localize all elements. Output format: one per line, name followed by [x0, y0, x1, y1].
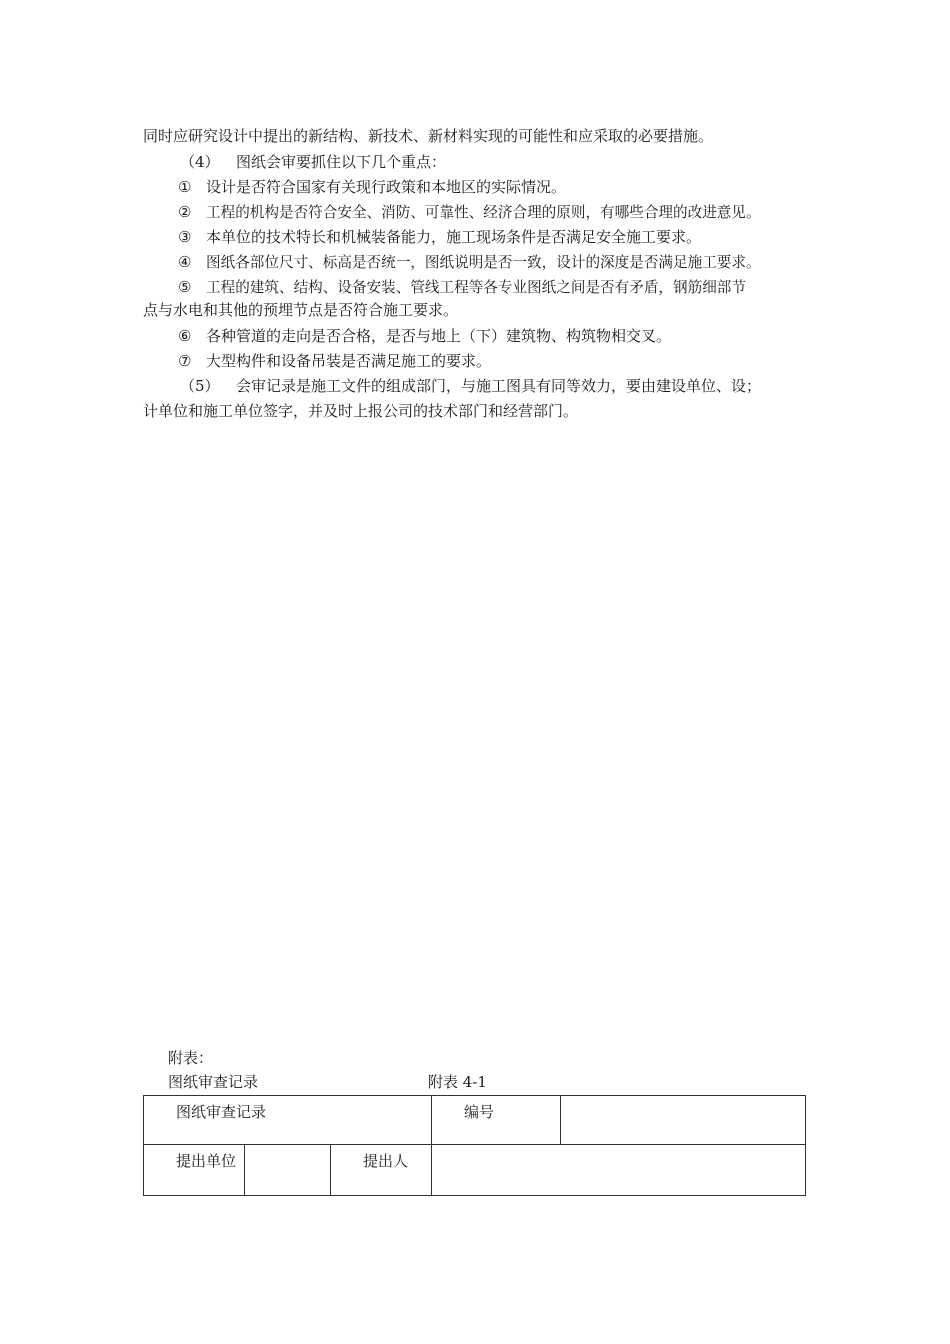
item-text: 图纸会审要抓住以下几个重点： [236, 153, 447, 171]
point-marker: ③ [178, 228, 192, 246]
point-marker: ⑥ [178, 327, 192, 345]
point-text: 设计是否符合国家有关现行政策和本地区的实际情况。 [206, 178, 567, 196]
point-marker: ⑤ [178, 278, 192, 296]
person-label-cell: 提出人 [331, 1145, 432, 1196]
point-text: 大型构件和设备吊装是否满足施工的要求。 [206, 352, 492, 370]
item-5-continuation: 计单位和施工单位签字，并及时上报公司的技术部门和经营部门。 [143, 402, 579, 420]
point-5 [178, 277, 746, 298]
table-caption: 图纸审查记录 [168, 1073, 259, 1091]
paragraph-line: 同时应研究设计中提出的新结构、新技术、新材料实现的可能性和应采取的必要措施。 [143, 127, 714, 145]
item-marker: （5） [180, 377, 220, 395]
item-4 [180, 152, 446, 172]
point-4 [178, 252, 761, 273]
item-marker: （4） [180, 153, 220, 171]
number-value-cell [561, 1096, 806, 1145]
point-marker: ⑦ [178, 352, 192, 370]
point-marker: ④ [178, 253, 192, 271]
table-reference: 附表 4-1 [428, 1073, 487, 1091]
item-5 [180, 376, 761, 396]
point-text: 工程的机构是否符合安全、消防、可靠性、经济合理的原则，有哪些合理的改进意见。 [206, 204, 761, 221]
point-1 [178, 177, 566, 197]
point-3 [178, 227, 701, 247]
appendix-label: 附表： [168, 1049, 214, 1067]
point-5-continuation: 点与水电和其他的预埋节点是否符合施工要求。 [143, 301, 459, 319]
point-2 [178, 202, 761, 223]
point-marker: ① [178, 178, 192, 196]
point-text: 工程的建筑、结构、设备安装、管线工程等各专业图纸之间是否有矛盾，钢筋细部节 [206, 279, 746, 296]
table-row [144, 1096, 806, 1145]
number-label-cell: 编号 [432, 1096, 561, 1145]
unit-label-cell: 提出单位 [144, 1145, 245, 1196]
point-text: 各种管道的走向是否合格，是否与地上（下）建筑物、构筑物相交叉。 [206, 327, 672, 345]
point-marker: ② [178, 203, 192, 221]
review-record-table [143, 1095, 806, 1196]
unit-value-cell [245, 1145, 331, 1196]
person-value-cell [432, 1145, 806, 1196]
table-title-cell: 图纸审查记录 [144, 1096, 432, 1145]
point-7 [178, 351, 491, 371]
item-text: 会审记录是施工文件的组成部门，与施工图具有同等效力，要由建设单位、设； [236, 377, 762, 395]
point-text: 本单位的技术特长和机械装备能力，施工现场条件是否满足安全施工要求。 [206, 228, 702, 246]
point-6 [178, 326, 671, 346]
table-row [144, 1145, 806, 1196]
point-text: 图纸各部位尺寸、标高是否统一，图纸说明是否一致，设计的深度是否满足施工要求。 [206, 254, 761, 271]
